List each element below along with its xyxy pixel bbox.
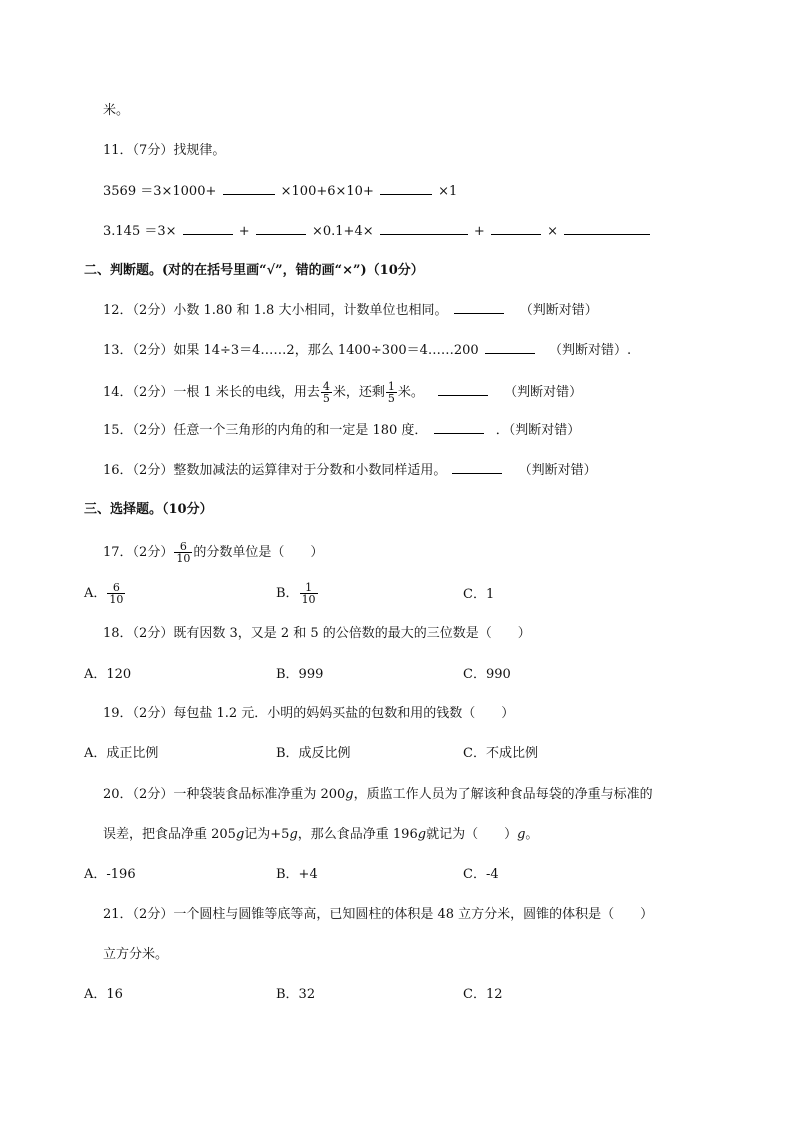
answer-blank[interactable] — [454, 301, 504, 314]
fraction-numerator: 1 — [387, 380, 395, 393]
q20-l1b: ，质监工作人员为了解该种食品每袋的净重与标准的 — [353, 787, 653, 802]
fraction-denominator: 10 — [301, 593, 316, 606]
q16 — [103, 461, 597, 480]
q21-line2: 立方分米。 — [103, 947, 169, 962]
q17-part2: 的分数单位是（ ） — [193, 545, 324, 560]
option-letter: A． — [84, 586, 107, 601]
fraction — [107, 582, 125, 605]
q17 — [103, 541, 323, 564]
fraction — [386, 381, 397, 404]
q11-l1-part1: 3569 ＝3×1000+ — [103, 184, 217, 199]
answer-blank[interactable] — [223, 182, 275, 195]
q21-option-b[interactable]: B．32 — [276, 987, 316, 1002]
q12 — [103, 301, 598, 320]
q14-part3: 米。 — [397, 385, 424, 400]
unit-g: g — [417, 827, 427, 842]
answer-blank[interactable] — [183, 222, 233, 235]
q11-l2-part2: + — [238, 224, 250, 239]
answer-blank[interactable] — [256, 222, 306, 235]
q12-tail: （判断对错） — [519, 303, 598, 318]
fraction-numerator: 6 — [179, 540, 187, 553]
q13-tail: （判断对错）. — [548, 343, 632, 358]
q20-line2 — [103, 826, 538, 844]
q11-title: 11．（7分）找规律。 — [103, 143, 226, 158]
q15-tail: ．（判断对错） — [495, 423, 581, 438]
section-heading-judgement: 二、判断题。(对的在括号里画“√”，错的画“×”)（10分） — [84, 263, 424, 278]
fraction-denominator: 10 — [109, 593, 124, 606]
answer-blank[interactable] — [434, 421, 484, 434]
q20-l2a: 误差，把食品净重 205 — [103, 827, 236, 842]
q21-option-c[interactable]: C．12 — [463, 987, 503, 1002]
q18-text: 18．（2分）既有因数 3，又是 2 和 5 的公倍数的最大的三位数是（ ） — [103, 626, 531, 641]
q11-l1-part2: ×100+6×10+ — [280, 184, 374, 199]
q20-option-b[interactable]: B．+4 — [276, 867, 318, 882]
q17-option-b[interactable] — [276, 582, 319, 605]
q14-part2: 米，还剩 — [332, 385, 385, 400]
unit-g: g — [345, 787, 354, 802]
q16-tail: （判断对错） — [518, 463, 597, 478]
q17-option-c[interactable]: C．1 — [463, 587, 495, 602]
q19-text: 19．（2分）每包盐 1.2 元．小明的妈妈买盐的包数和用的钱数（ ） — [103, 706, 515, 721]
q20-line1 — [103, 786, 653, 804]
answer-blank[interactable] — [564, 222, 650, 235]
answer-blank[interactable] — [485, 341, 535, 354]
q11-l2-part4: + — [473, 224, 485, 239]
continued-line — [103, 102, 129, 120]
q11-line2 — [103, 222, 652, 241]
q18-option-a[interactable]: A．120 — [84, 667, 132, 682]
q18-option-b[interactable]: B．999 — [276, 667, 324, 682]
q19-option-b[interactable]: B．成反比例 — [276, 746, 351, 761]
answer-blank[interactable] — [380, 182, 432, 195]
q11-l1-part3: ×1 — [438, 184, 458, 199]
fraction-denominator: 10 — [176, 552, 191, 565]
unit-g: g — [235, 827, 245, 842]
q13-text: 13．（2分）如果 14÷3＝4……2，那么 1400÷300＝4……200 — [103, 343, 479, 358]
q14-tail: （判断对错） — [504, 385, 583, 400]
q21-option-a[interactable]: A．16 — [84, 987, 123, 1002]
q15 — [103, 421, 580, 440]
q11-line1 — [103, 182, 457, 201]
fraction-numerator: 1 — [305, 581, 313, 594]
q12-text: 12．（2分）小数 1.80 和 1.8 大小相同，计数单位也相同。 — [103, 303, 448, 318]
answer-blank[interactable] — [380, 222, 468, 235]
q13 — [103, 341, 631, 360]
q20-l2c: ，那么食品净重 196 — [297, 827, 418, 842]
fraction — [174, 541, 192, 564]
q20-l2e: 。 — [525, 827, 539, 842]
q20-option-c[interactable]: C．-4 — [463, 867, 499, 882]
answer-blank[interactable] — [452, 461, 502, 474]
unit-g: g — [289, 827, 298, 842]
q14 — [103, 381, 582, 404]
q19-option-c[interactable]: C．不成比例 — [463, 746, 538, 761]
q14-part1: 14．（2分）一根 1 米长的电线，用去 — [103, 385, 320, 400]
q16-text: 16．（2分）整数加减法的运算律对于分数和小数同样适用。 — [103, 463, 447, 478]
fraction-denominator: 5 — [322, 392, 330, 405]
answer-blank[interactable] — [438, 383, 488, 396]
q20-l1a: 20．（2分）一种袋装食品标准净重为 200 — [103, 787, 346, 802]
q17-part1: 17．（2分） — [103, 545, 174, 560]
q20-l2b: 记为+5 — [244, 827, 290, 842]
q19-option-a[interactable]: A．成正比例 — [84, 746, 159, 761]
q18-option-c[interactable]: C．990 — [463, 667, 511, 682]
unit-g: g — [517, 827, 526, 842]
continued-text: 米。 — [103, 103, 130, 118]
q11-l2-part1: 3.145 ＝3× — [103, 224, 177, 239]
answer-blank[interactable] — [491, 222, 541, 235]
q11-l2-part3: ×0.1+4× — [311, 224, 374, 239]
q20-option-a[interactable]: A．-196 — [84, 867, 136, 882]
fraction — [300, 582, 318, 605]
fraction-denominator: 5 — [387, 392, 395, 405]
q17-option-a[interactable] — [84, 582, 126, 605]
section-heading-choice: 三、选择题。（10分） — [84, 502, 213, 517]
q20-l2d: 就记为（ ） — [426, 827, 518, 842]
q11-l2-part5: × — [547, 224, 558, 239]
fraction-numerator: 6 — [112, 581, 120, 594]
fraction-numerator: 4 — [322, 380, 330, 393]
option-letter: B． — [276, 586, 299, 601]
q15-text: 15．（2分）任意一个三角形的内角的和一定是 180 度． — [103, 423, 428, 438]
q21-line1: 21．（2分）一个圆柱与圆锥等底等高，已知圆柱的体积是 48 立方分米，圆锥的体积是（ ） — [103, 907, 654, 922]
fraction — [321, 381, 332, 404]
